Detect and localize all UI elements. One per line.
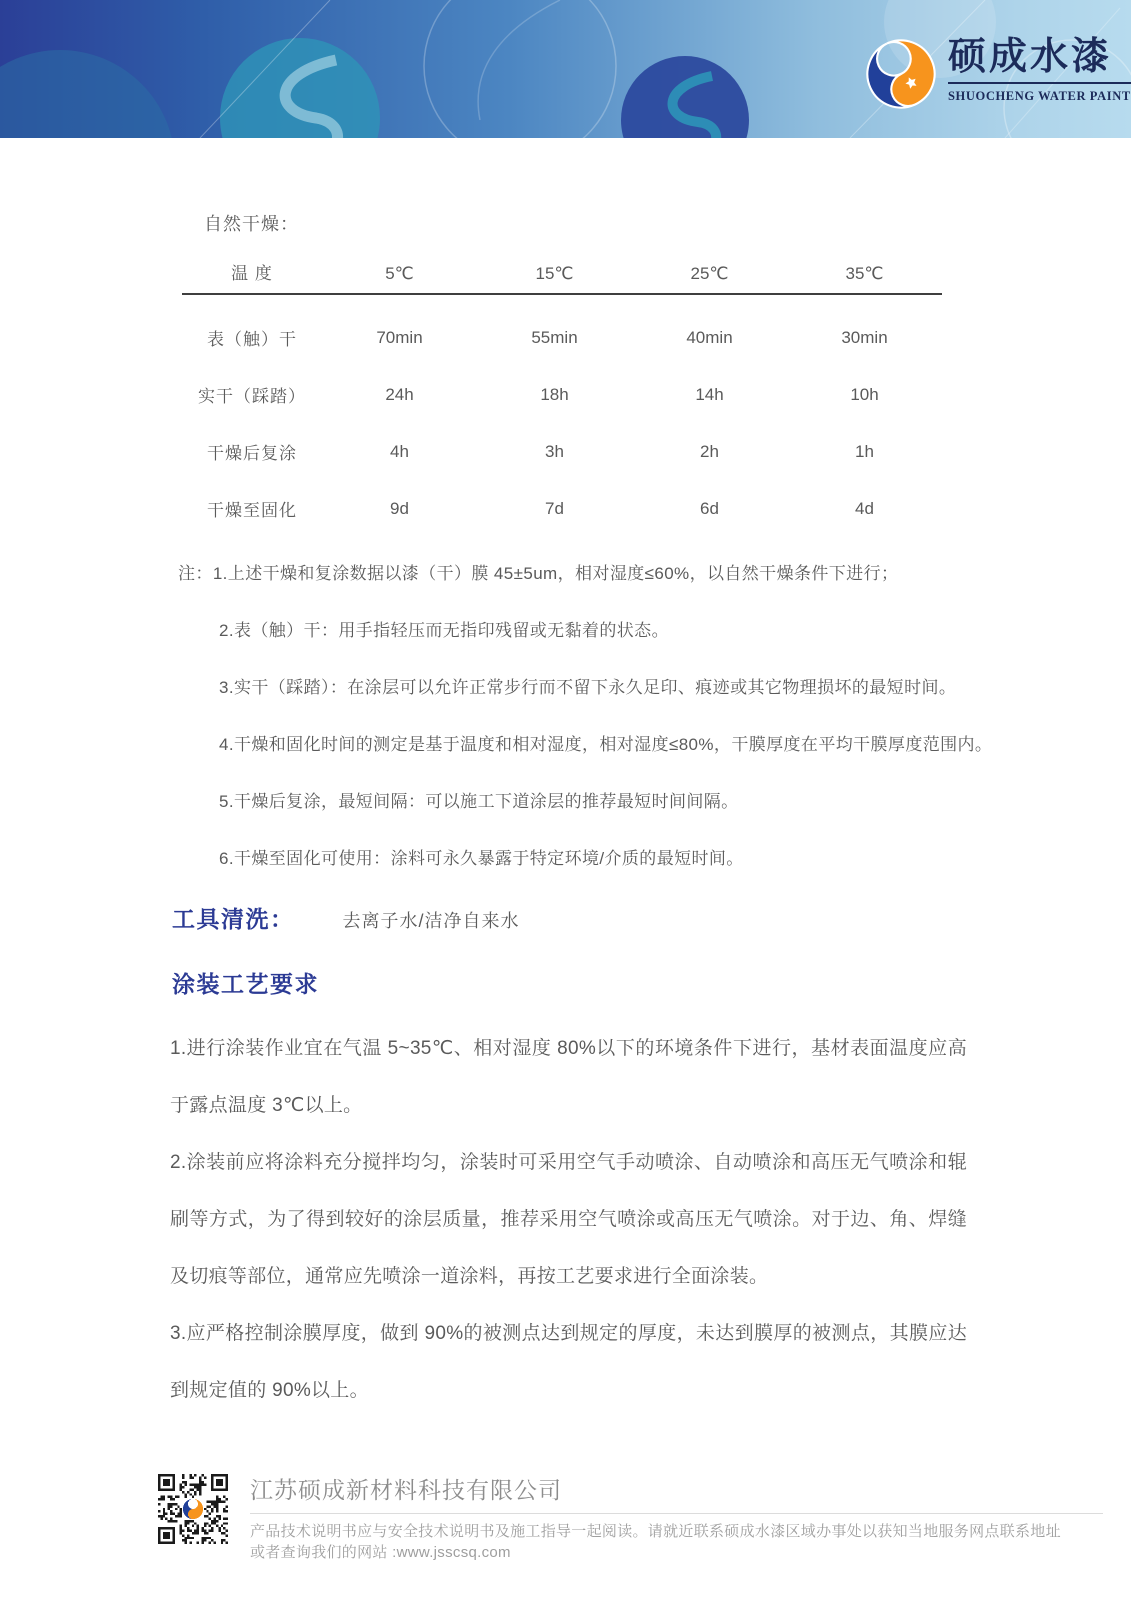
note-item: 注：1.上述干燥和复涂数据以漆（干）膜 45±5um，相对湿度≤60%，以自然干燥条件下进行； <box>178 564 899 583</box>
tool-cleaning-value: 去离子水/洁净自来水 <box>342 911 520 931</box>
brand-logo <box>866 34 1131 114</box>
row-label: 干燥至固化 <box>207 501 297 520</box>
column-header: 35℃ <box>845 264 884 283</box>
table-cell: 30min <box>841 327 888 347</box>
row-label: 实干（踩踏） <box>198 387 306 406</box>
coating-process-paragraphs <box>170 1020 967 1419</box>
column-header: 5℃ <box>385 264 414 283</box>
table-cell: 9d <box>390 498 409 518</box>
table-cell: 7d <box>545 498 564 518</box>
paragraph: 1.进行涂装作业宜在气温 5~35℃、相对湿度 80%以下的环境条件下进行，基材表面温度应高于露点温度 3℃以上。 <box>170 1038 967 1116</box>
company-name: 江苏硕成新材料科技有限公司 <box>250 1477 562 1503</box>
table-cell: 70min <box>376 327 423 347</box>
row-label: 表（触）干 <box>207 330 297 349</box>
note-item: 5.干燥后复涂，最短间隔：可以施工下道涂层的推荐最短时间间隔。 <box>219 792 739 811</box>
table-cell: 1h <box>855 441 874 461</box>
note-item: 6.干燥至固化可使用：涂料可永久暴露于特定环境/介质的最短时间。 <box>219 849 744 868</box>
table-row <box>182 366 942 423</box>
brand-name-cn: 硕成水漆 <box>948 34 1131 84</box>
table-cell: 18h <box>540 384 569 404</box>
footer-description-line2: 或者查询我们的网站 :www.jsscsq.com <box>250 1544 511 1561</box>
footer <box>158 1472 1103 1563</box>
table-row <box>182 423 942 480</box>
notes-prefix: 注： <box>178 564 213 583</box>
note-item: 3.实干（踩踏）：在涂层可以允许正常步行而不留下永久足印、痕迹或其它物理损坏的最短时间。 <box>219 678 957 697</box>
table-cell: 2h <box>700 441 719 461</box>
row-label: 干燥后复涂 <box>207 444 297 463</box>
brand-logo-icon <box>866 34 936 114</box>
coating-process-heading: 涂装工艺要求 <box>172 971 319 997</box>
drying-table-body <box>182 295 942 537</box>
table-cell: 55min <box>531 327 578 347</box>
table-row <box>182 480 942 537</box>
table-cell: 6d <box>700 498 719 518</box>
table-cell: 4d <box>855 498 874 518</box>
natural-drying-label: 自然干燥： <box>204 214 299 234</box>
note-item: 2.表（触）干：用手指轻压而无指印残留或无黏着的状态。 <box>219 621 669 640</box>
paragraph: 3.应严格控制涂膜厚度，做到 90%的被测点达到规定的厚度，未达到膜厚的被测点，其膜应达到规定值的 90%以上。 <box>170 1323 967 1401</box>
table-cell: 10h <box>850 384 879 404</box>
column-header: 15℃ <box>535 264 574 283</box>
footer-text-block <box>250 1472 1103 1563</box>
table-cell: 14h <box>695 384 724 404</box>
drying-table <box>182 247 942 537</box>
notes-section <box>178 545 993 887</box>
header-banner <box>0 0 1131 138</box>
table-cell: 40min <box>686 327 733 347</box>
brand-text-block <box>948 34 1131 104</box>
column-header-temperature: 温 度 <box>231 264 273 283</box>
qr-code <box>158 1474 228 1544</box>
drying-table-header <box>182 247 942 295</box>
footer-divider <box>250 1513 1103 1514</box>
paragraph: 2.涂装前应将涂料充分搅拌均匀，涂装时可采用空气手动喷涂、自动喷涂和高压无气喷涂和辊刷等方式，为了得到较好的涂层质量，推荐采用空气喷涂或高压无气喷涂。对于边、角、焊缝及切痕等部位，通常应先喷涂一道涂料，再按工艺要求进行全面涂装。 <box>170 1152 967 1287</box>
table-row <box>182 309 942 366</box>
column-header: 25℃ <box>690 264 729 283</box>
brand-name-en: SHUOCHENG WATER PAINT <box>948 89 1131 103</box>
table-cell: 4h <box>390 441 409 461</box>
tool-cleaning-row <box>172 901 520 934</box>
table-cell: 24h <box>385 384 414 404</box>
footer-description-line1: 产品技术说明书应与安全技术说明书及施工指导一起阅读。请就近联系硕成水漆区域办事处以获知当地服务网点联系地址 <box>250 1523 1061 1540</box>
note-item: 4.干燥和固化时间的测定是基于温度和相对湿度，相对湿度≤80%，干膜厚度在平均干膜厚度范围内。 <box>219 735 993 754</box>
tool-cleaning-heading: 工具清洗： <box>172 906 295 932</box>
table-cell: 3h <box>545 441 564 461</box>
